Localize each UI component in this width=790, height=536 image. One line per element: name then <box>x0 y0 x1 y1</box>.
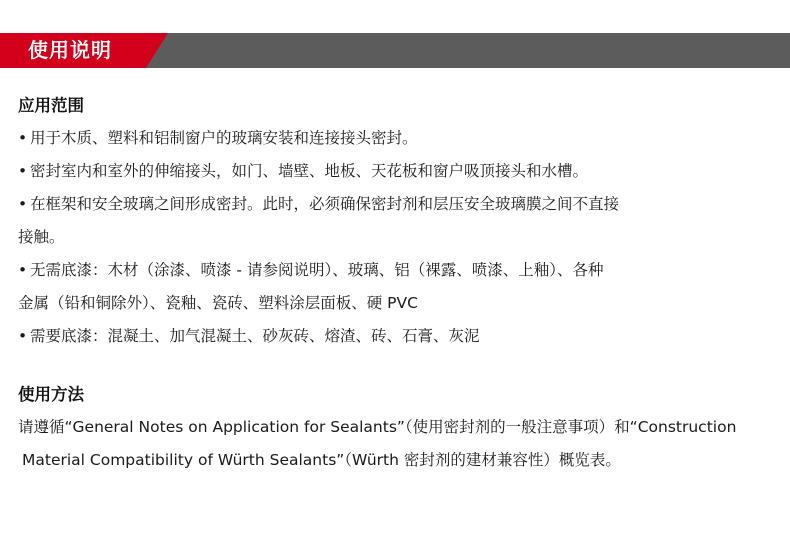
scope-item-text: 接触。 <box>18 228 65 246</box>
scope-item <box>18 122 783 155</box>
scope-item-continuation <box>18 287 783 320</box>
content-area <box>18 90 783 477</box>
scope-item <box>18 254 783 287</box>
scope-item-text: 金属（铅和铜除外）、瓷釉、瓷砖、塑料涂层面板、硬 PVC <box>18 294 418 312</box>
scope-item <box>18 320 783 353</box>
bullet-icon: • <box>18 129 28 147</box>
scope-item <box>18 155 783 188</box>
bullet-icon: • <box>18 195 28 213</box>
bullet-icon: • <box>18 261 28 279</box>
usage-text: 请遵循“General Notes on Application for Sealants”（使用密封剂的一般注意事项）和“Construction <box>18 418 737 436</box>
scope-item-text: 密封室内和室外的伸缩接头，如门、墙壁、地板、天花板和窗户吸顶接头和水槽。 <box>30 162 589 180</box>
scope-item-text: 在框架和安全玻璃之间形成密封。此时，必须确保密封剂和层压安全玻璃膜之间不直接 <box>30 195 620 213</box>
scope-heading: 应用范围 <box>18 96 84 115</box>
usage-text: Material Compatibility of Würth Sealants”（Würth 密封剂的建材兼容性）概览表。 <box>22 451 621 469</box>
scope-item <box>18 188 783 221</box>
scope-item-text: 需要底漆：混凝土、加气混凝土、砂灰砖、熔渣、砖、石膏、灰泥 <box>30 327 480 345</box>
bullet-icon: • <box>18 162 28 180</box>
banner-title: 使用说明 <box>28 38 112 62</box>
usage-heading: 使用方法 <box>18 385 84 404</box>
bullet-icon: • <box>18 327 28 345</box>
scope-item-text: 无需底漆：木材（涂漆、喷漆 - 请参阅说明）、玻璃、铝（裸露、喷漆、上釉）、各种 <box>30 261 604 279</box>
section-banner <box>0 33 790 68</box>
scope-item-text: 用于木质、塑料和铝制窗户的玻璃安装和连接接头密封。 <box>30 129 418 147</box>
scope-item-continuation <box>18 221 783 254</box>
